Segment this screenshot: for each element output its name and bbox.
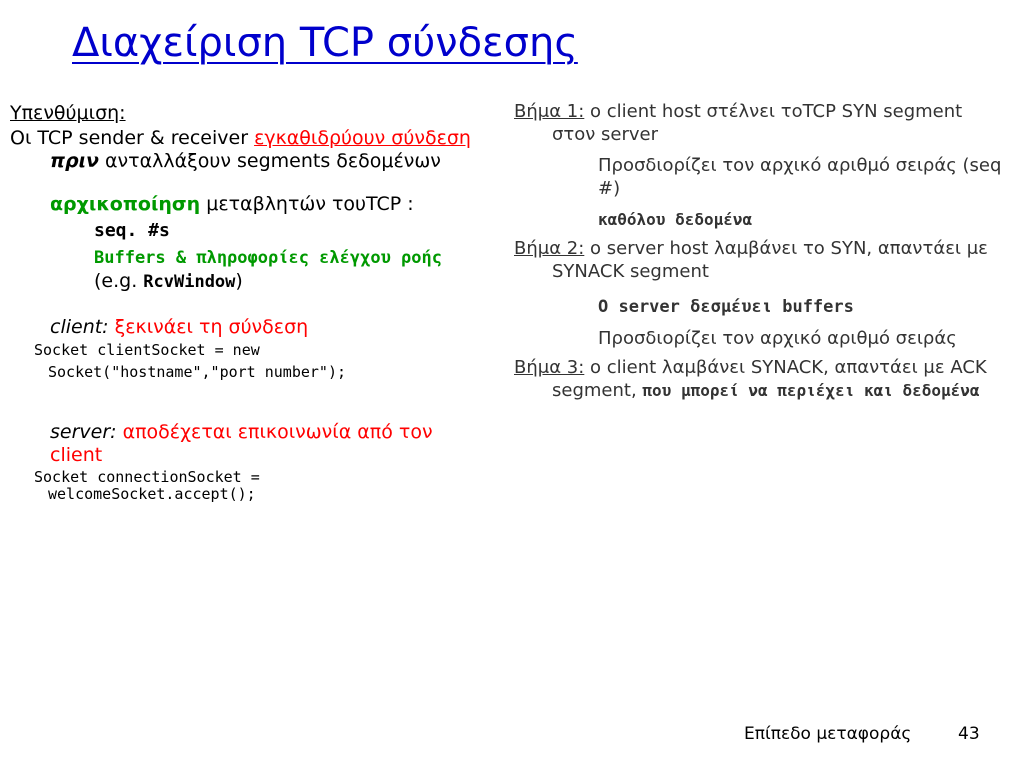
step-2-item-1-text: O server δεσμέυει buffers (598, 297, 854, 317)
init-green-text: αρχικοποίηση (50, 193, 201, 215)
buffers-rest-2: ) (235, 270, 243, 292)
init-bullet (10, 193, 480, 216)
intro-paragraph (10, 127, 480, 173)
client-code-line-2: Socket("hostname","port number"); (48, 363, 347, 381)
server-red-text: αποδέχεται επικοινωνία από τον client (50, 421, 433, 466)
buffers-subbullet (10, 246, 480, 294)
step-3-text: o client λαμβάνει SYNACK, απαντάει με ACK segment, (552, 357, 987, 401)
intro-text-2: ανταλλάξουν segments δεδομένων (98, 150, 441, 172)
step-1-label: Βήμα 1: (514, 101, 585, 122)
step-3 (514, 356, 1009, 402)
page-number: 43 (958, 724, 980, 744)
server-label: server: (50, 421, 117, 443)
reminder-heading: Υπενθύμιση: (10, 102, 126, 124)
step-2-item-2-text: Προσδιορίζει τον αρχικό αριθμό σειράς (598, 328, 957, 349)
client-red-text: ξεκινάει τη σύνδεση (108, 316, 309, 338)
client-label: client: (50, 316, 109, 338)
seq-text: seq. #s (94, 220, 170, 241)
step-2-item-1 (514, 295, 1009, 319)
step-1-item-1-text: Προσδιορίζει τον αρχικό αριθμό σειράς (seq #) (598, 155, 1002, 199)
right-column (514, 100, 1009, 402)
seq-subbullet (10, 219, 480, 242)
step-1 (514, 100, 1009, 146)
intro-text-1: Οι TCP sender & receiver (10, 127, 255, 149)
step-2 (514, 237, 1009, 283)
server-code-line-1: Socket connectionSocket = (34, 468, 260, 486)
step-2-text: o server host λαμβάνει το SYN, απαντάει με SYNACK segment (552, 238, 988, 282)
step-2-label: Βήμα 2: (514, 238, 585, 259)
client-bullet (10, 316, 480, 339)
init-rest-text: μεταβλητών τουTCP : (200, 193, 414, 215)
step-2-item-2 (514, 327, 1009, 350)
intro-red-text: εγκαθιδρύουν σύνδεση (254, 127, 471, 149)
client-code-line-1: Socket clientSocket = new (34, 341, 260, 359)
step-1-item-2-text: καθόλου δεδομένα (598, 210, 753, 229)
buffers-rest-1: (e.g. (94, 270, 144, 292)
server-code-line-2: welcomeSocket.accept(); (48, 485, 256, 503)
step-1-text: o client host στέλνει τοTCP SYN segment στον server (552, 101, 963, 145)
slide-title: Διαχείριση TCP σύνδεσης (72, 20, 578, 66)
server-bullet (10, 421, 480, 467)
left-column (10, 102, 480, 503)
step-1-item-2 (514, 208, 1009, 231)
step-3-bold-text: που μπορεί να περιέχει και δεδομένα (642, 381, 980, 400)
footer-label: Επίπεδο μεταφοράς (744, 724, 912, 744)
step-1-item-1 (514, 154, 1009, 200)
buffers-green-text: Buffers & πληροφορίες ελέγχου ροής (94, 248, 442, 268)
intro-bold-text: πριν (50, 150, 99, 172)
step-3-label: Βήμα 3: (514, 357, 585, 378)
rcvwindow-text: RcvWindow (143, 272, 236, 292)
